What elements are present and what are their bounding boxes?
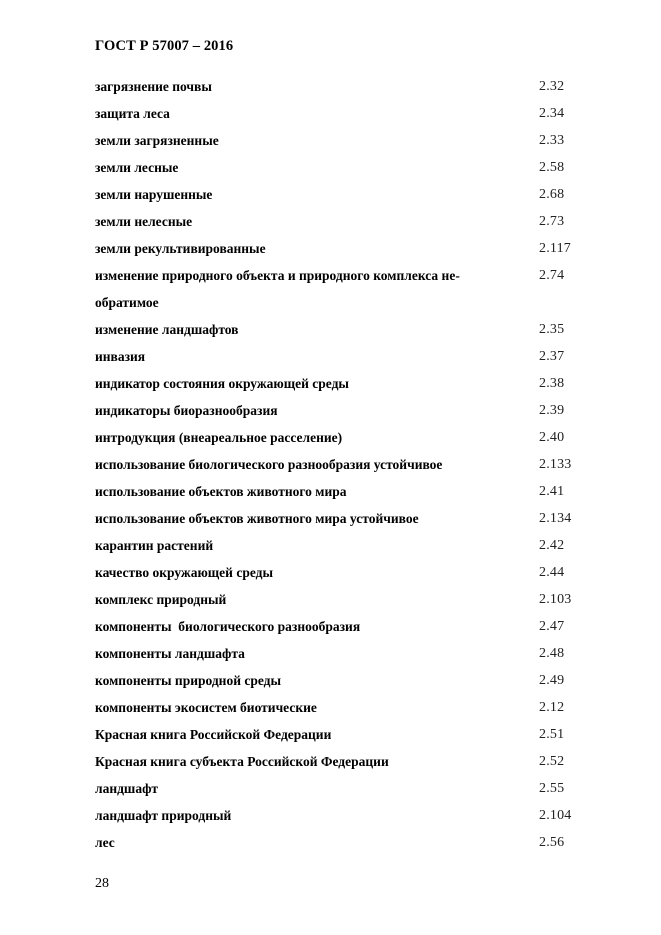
- entry-ref: 2.103: [539, 592, 572, 607]
- index-entry: [95, 559, 595, 586]
- entry-ref: 2.117: [539, 241, 571, 256]
- entry-ref: 2.41: [539, 484, 565, 499]
- index-entry: [95, 73, 595, 100]
- entry-term: компоненты природной среды: [95, 673, 282, 688]
- entry-ref: 2.35: [539, 322, 565, 337]
- entry-ref: 2.133: [539, 457, 572, 472]
- entry-term: земли нарушенные: [95, 187, 213, 202]
- entry-ref: 2.33: [539, 133, 565, 148]
- index-entry: [95, 586, 595, 613]
- entry-term: компоненты экосистем биотические: [95, 700, 317, 715]
- entry-term: земли лесные: [95, 160, 179, 175]
- entry-term: индикаторы биоразнообразия: [95, 403, 278, 418]
- entry-ref: 2.104: [539, 808, 572, 823]
- entry-ref: 2.74: [539, 268, 565, 283]
- entry-term: комплекс природный: [95, 592, 227, 607]
- entry-ref: 2.38: [539, 376, 565, 391]
- index-entry: [95, 262, 595, 316]
- index-entry: [95, 829, 595, 856]
- index-entry: [95, 235, 595, 262]
- entry-term: индикатор состояния окружающей среды: [95, 376, 349, 391]
- entry-term: изменение ландшафтов: [95, 322, 239, 337]
- entry-term: земли рекультивированные: [95, 241, 266, 256]
- index-entry: [95, 127, 595, 154]
- entry-ref: 2.39: [539, 403, 565, 418]
- index-entry: [95, 775, 595, 802]
- entry-ref: 2.48: [539, 646, 565, 661]
- entry-term: использование объектов животного мира: [95, 484, 347, 499]
- index-entry: [95, 181, 595, 208]
- entry-term: земли нелесные: [95, 214, 193, 229]
- entry-ref: 2.37: [539, 349, 565, 364]
- index-entry: [95, 154, 595, 181]
- entry-ref: 2.134: [539, 511, 572, 526]
- entry-term-line: изменение природного объекта и природного комплекса не-: [95, 268, 460, 283]
- index-entry: [95, 397, 595, 424]
- index-entry: [95, 451, 595, 478]
- entry-term: качество окружающей среды: [95, 565, 274, 580]
- index-entry: [95, 370, 595, 397]
- entry-term: ландшафт: [95, 781, 159, 796]
- entry-term: лес: [95, 835, 115, 850]
- index-entry: [95, 478, 595, 505]
- entry-term: использование биологического разнообразия устойчивое: [95, 457, 443, 472]
- entry-term: использование объектов животного мира устойчивое: [95, 511, 419, 526]
- index-entry: [95, 424, 595, 451]
- entry-ref: 2.68: [539, 187, 565, 202]
- entry-ref: 2.42: [539, 538, 565, 553]
- entry-ref: 2.52: [539, 754, 565, 769]
- entry-ref: 2.51: [539, 727, 565, 742]
- index-entry: [95, 640, 595, 667]
- entry-term: Красная книга Российской Федерации: [95, 727, 332, 742]
- term-index-list: [95, 73, 595, 856]
- index-entry: [95, 802, 595, 829]
- entry-term: загрязнение почвы: [95, 79, 212, 94]
- entry-ref: 2.34: [539, 106, 565, 121]
- entry-term: защита леса: [95, 106, 170, 121]
- index-entry: [95, 532, 595, 559]
- index-entry: [95, 343, 595, 370]
- entry-ref: 2.55: [539, 781, 565, 796]
- entry-term: инвазия: [95, 349, 146, 364]
- entry-ref: 2.58: [539, 160, 565, 175]
- entry-term-line: обратимое: [95, 295, 159, 310]
- entry-term: компоненты биологического разнообразия: [95, 619, 361, 634]
- index-entry: [95, 721, 595, 748]
- index-entry: [95, 100, 595, 127]
- entry-ref: 2.40: [539, 430, 565, 445]
- index-entry: [95, 748, 595, 775]
- entry-ref: 2.73: [539, 214, 565, 229]
- entry-ref: 2.32: [539, 79, 565, 94]
- index-entry: [95, 667, 595, 694]
- entry-term: земли загрязненные: [95, 133, 219, 148]
- entry-term: Красная книга субъекта Российской Федерации: [95, 754, 389, 769]
- entry-term: карантин растений: [95, 538, 214, 553]
- entry-term: [95, 262, 523, 316]
- entry-ref: 2.44: [539, 565, 565, 580]
- page-number: 28: [95, 876, 109, 891]
- document-header: ГОСТ Р 57007 – 2016: [95, 38, 234, 54]
- entry-ref: 2.56: [539, 835, 565, 850]
- entry-term: интродукция (внеареальное расселение): [95, 430, 343, 445]
- entry-term: компоненты ландшафта: [95, 646, 245, 661]
- index-entry: [95, 613, 595, 640]
- index-entry: [95, 694, 595, 721]
- entry-ref: 2.47: [539, 619, 565, 634]
- entry-ref: 2.12: [539, 700, 565, 715]
- index-entry: [95, 208, 595, 235]
- index-entry: [95, 505, 595, 532]
- index-entry: [95, 316, 595, 343]
- entry-ref: 2.49: [539, 673, 565, 688]
- entry-term: ландшафт природный: [95, 808, 232, 823]
